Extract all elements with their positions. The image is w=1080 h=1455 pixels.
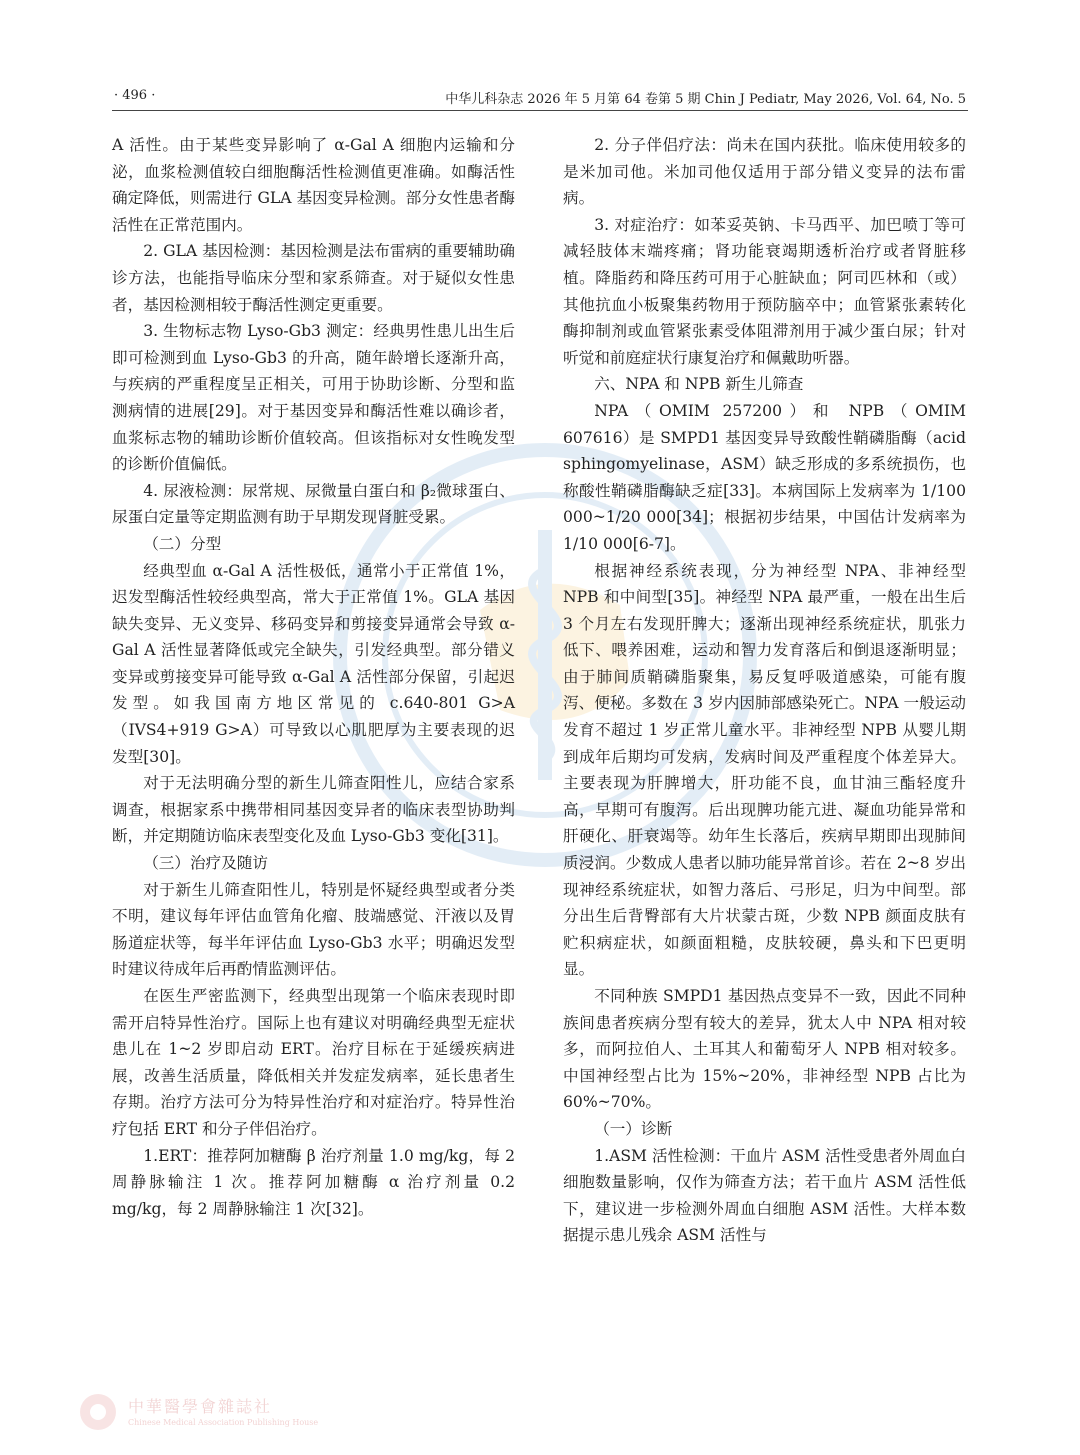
publisher-logo [70,1388,530,1438]
paragraph: NPA（OMIM 257200）和 NPB（OMIM 607616）是 SMPD1 基因变异导致酸性鞘磷脂酶（acid sphingomyelinase，ASM）缺乏形成的多系统损伤，也称酸性鞘磷脂酶缺乏症[33]。本病国际上发病率为 1/100 000~1/20 000[34]；根据初步结果，中国估计发病率为 1/10 000[6-7]。 [563,401,966,553]
paragraph: 在医生严密监测下，经典型出现第一个临床表现时即需开启特异性治疗。国际上也有建议对明确经典型无症状患儿在 1~2 岁即启动 ERT。治疗目标在于延缓疾病进展，改善生活质量，降低相关并发症发病率，延长患者生存期。治疗方法可分为特异性治疗和对症治疗。特异性治疗包括 ERT 和分子伴侣治疗。 [112,987,515,1138]
paragraph: A 活性。由于某些变异影响了 α-Gal A 细胞内运输和分泌，血浆检测值较白细胞酶活性检测值更准确。如酶活性确定降低，则需进行 GLA 基因变异检测。部分女性患者酶活性在正常范围内。 [112,136,515,234]
paragraph: 1.ASM 活性检测：干血片 ASM 活性受患者外周血白细胞数量影响，仅作为筛查方法；若干血片 ASM 活性低下，建议进一步检测外周血白细胞 ASM 活性。大样本数据提示患儿残余 ASM 活性与 [563,1146,966,1245]
paragraph: 3. 生物标志物 Lyso-Gb3 测定：经典男性患儿出生后即可检测到血 Lyso-Gb3 的升高，随年龄增长逐渐升高，与疾病的严重程度呈正相关，可用于协助诊断、分型和监测病情的进展[29]。对于基因变异和酶活性难以确诊者，血浆标志物的辅助诊断价值较高。但该指标对女性晚发型的诊断价值偏低。 [112,322,515,474]
flower-emblem-icon [76,1390,120,1434]
page-number: · 496 · [114,88,156,103]
paragraph: 3. 对症治疗：如苯妥英钠、卡马西平、加巴喷丁等可减轻肢体末端疼痛；肾功能衰竭期透析治疗或者肾脏移植。降脂药和降压药可用于心脏缺血；阿司匹林和（或）其他抗血小板聚集药物用于预防脑卒中；血管紧张素转化酶抑制剂或血管紧张素受体阻滞剂用于减少蛋白尿；针对听觉和前庭症状行康复治疗和佩戴助听器。 [563,215,966,367]
page-header [112,84,968,111]
section-heading: （二）分型 [143,534,222,553]
section-heading: （三）治疗及随访 [143,854,268,873]
paragraph: 经典型血 α-Gal A 活性极低，通常小于正常值 1%，迟发型酶活性较经典型高，常大于正常值 1%。GLA 基因缺失变异、无义变异、移码变异和剪接变异通常会导致 α-Gal A 活性显著降低或完全缺失，引发经典型。部分错义变异或剪接变异可能导致 α-Gal A 活性部分保留，引起迟发型。如我国南方地区常见的 c.640-801 G>A（IVS4+919 G>A）可导致以心肌肥厚为主要表现的迟发型[30]。 [112,561,515,766]
paragraph: 不同种族 SMPD1 基因热点变异不一致，因此不同种族间患者疾病分型有较大的差异，犹太人中 NPA 相对较多，而阿拉伯人、土耳其人和葡萄牙人 NPB 相对较多。中国神经型占比为 15%~20%，非神经型 NPB 占比为 60%~70%。 [563,987,966,1112]
paragraph: 根据神经系统表现，分为神经型 NPA、非神经型 NPB 和中间型[35]。神经型 NPA 最严重，一般在出生后 3 个月左右发现肝脾大；逐渐出现神经系统症状，肌张力低下、喂养困难，运动和智力发育落后和倒退逐渐明显；由于肺间质鞘磷脂聚集，易反复呼吸道感染，可能有腹泻、便秘。多数在 3 岁内因肺部感染死亡。NPA 一般运动发育不超过 1 岁正常儿童水平。非神经型 NPB 从婴儿期到成年后期均可发病，发病时间及严重程度个体差异大。主要表现为肝脾增大，肝功能不良，血甘油三酯轻度升高，早期可有腹泻。后出现脾功能亢进、凝血功能异常和肝硬化、肝衰竭等。幼年生长落后，疾病早期即出现肺间质浸润。少数成人患者以肺功能异常首诊。若在 2~8 岁出现神经系统症状，如智力落后、弓形足，归为中间型。部分出生后背臀部有大片状蒙古斑，少数 NPB 颜面皮肤有贮积病症状，如颜面粗糙，皮肤较硬，鼻头和下巴更明显。 [563,561,966,979]
right-column [563,132,966,1249]
paragraph: 对于新生儿筛查阳性儿，特别是怀疑经典型或者分类不明，建议每年评估血管角化瘤、肢端感觉、汗液以及胃肠道症状等，每半年评估血 Lyso-Gb3 水平；明确迟发型时建议待成年后再酌情监测评估。 [112,880,515,979]
left-column [112,132,515,1222]
paragraph: 4. 尿液检测：尿常规、尿微量白蛋白和 β₂微球蛋白、尿蛋白定量等定期监测有助于早期发现肾脏受累。 [112,481,515,527]
paragraph: 对于无法明确分型的新生儿筛查阳性儿，应结合家系调查，根据家系中携带相同基因变异者的临床表型协助判断，并定期随访临床表型变化及血 Lyso-Gb3 变化[31]。 [112,774,515,846]
paragraph: 2. GLA 基因检测：基因检测是法布雷病的重要辅助确诊方法，也能指导临床分型和家系筛查。对于疑似女性患者，基因检测相较于酶活性测定更重要。 [112,242,515,314]
section-heading: 六、NPA 和 NPB 新生儿筛查 [594,375,804,394]
journal-citation: 中华儿科杂志 2026 年 5 月第 64 卷第 5 期 Chin J Pediatr, May 2026, Vol. 64, No. 5 [445,92,966,107]
publisher-name-en: Chinese Medical Association Publishing House [128,1418,319,1427]
section-heading: （一）诊断 [594,1119,673,1138]
paragraph: 1.ERT：推荐阿加糖酶 β 治疗剂量 1.0 mg/kg，每 2 周静脉输注 1 次。推荐阿加糖酶 α 治疗剂量 0.2 mg/kg，每 2 周静脉输注 1 次[32]。 [112,1146,515,1218]
paragraph: 2. 分子伴侣疗法：尚未在国内获批。临床使用较多的是米加司他。米加司他仅适用于部分错义变异的法布雷病。 [563,136,966,208]
publisher-name-cn: 中華醫學會雜誌社 [128,1397,273,1416]
